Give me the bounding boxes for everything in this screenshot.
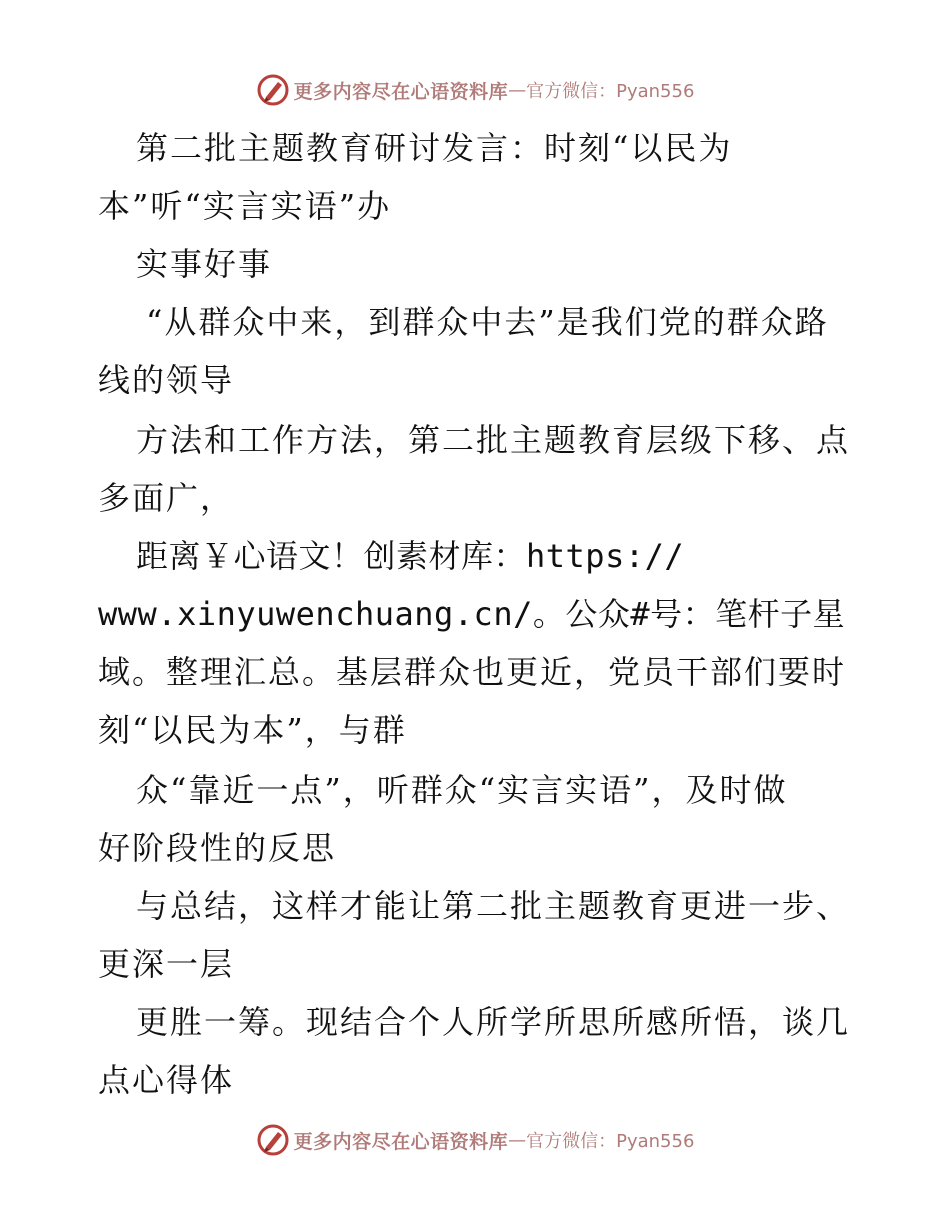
paragraph-line: 更胜一筹。现结合个人所学所思所感所悟，谈几	[136, 1003, 851, 1041]
watermark-wechat: 官方微信：Pyan556	[526, 81, 695, 102]
paragraph-line: 好阶段性的反思	[98, 829, 337, 867]
watermark-separator: —	[508, 1129, 527, 1151]
paragraph-line: 线的领导	[98, 361, 235, 399]
paragraph-line: 方法和工作方法，第二批主题教育层级下移、点	[136, 421, 851, 459]
watermark-title: 更多内容尽在心语资料库	[293, 1130, 509, 1153]
paragraph-line: 域。整理汇总。基层群众也更近，党员干部们要时	[98, 653, 847, 691]
paragraph-line: 与总结，这样才能让第二批主题教育更进一步、	[136, 887, 851, 925]
url-line: www.xinyuwenchuang.cn/。公众#号：笔杆子星	[98, 595, 846, 633]
paragraph-line: 点心得体	[98, 1061, 235, 1099]
footer-watermark	[0, 1120, 950, 1160]
title-line-2: 本”听“实言实语”办	[98, 187, 392, 225]
paragraph-line: 众“靠近一点”，听群众“实言实语”，及时做	[136, 771, 788, 809]
paragraph-line: “从群众中来，到群众中去”是我们党的群众路	[146, 303, 829, 341]
watermark-title: 更多内容尽在心语资料库	[293, 80, 509, 103]
paragraph-line: 多面广，	[98, 479, 235, 517]
pen-logo-icon	[256, 1123, 290, 1157]
header-watermark	[0, 70, 950, 110]
watermark-wechat: 官方微信：Pyan556	[526, 1131, 695, 1152]
pen-logo-icon	[256, 73, 290, 107]
title-line-1: 第二批主题教育研讨发言：时刻“以民为	[136, 129, 733, 167]
paragraph-line: 刻“以民为本”，与群	[98, 711, 407, 749]
paragraph-line: 距离￥心语文！创素材库：https://	[136, 537, 685, 575]
title-line-3: 实事好事	[136, 245, 273, 283]
watermark-separator: —	[508, 79, 527, 101]
paragraph-line: 更深一层	[98, 945, 235, 983]
